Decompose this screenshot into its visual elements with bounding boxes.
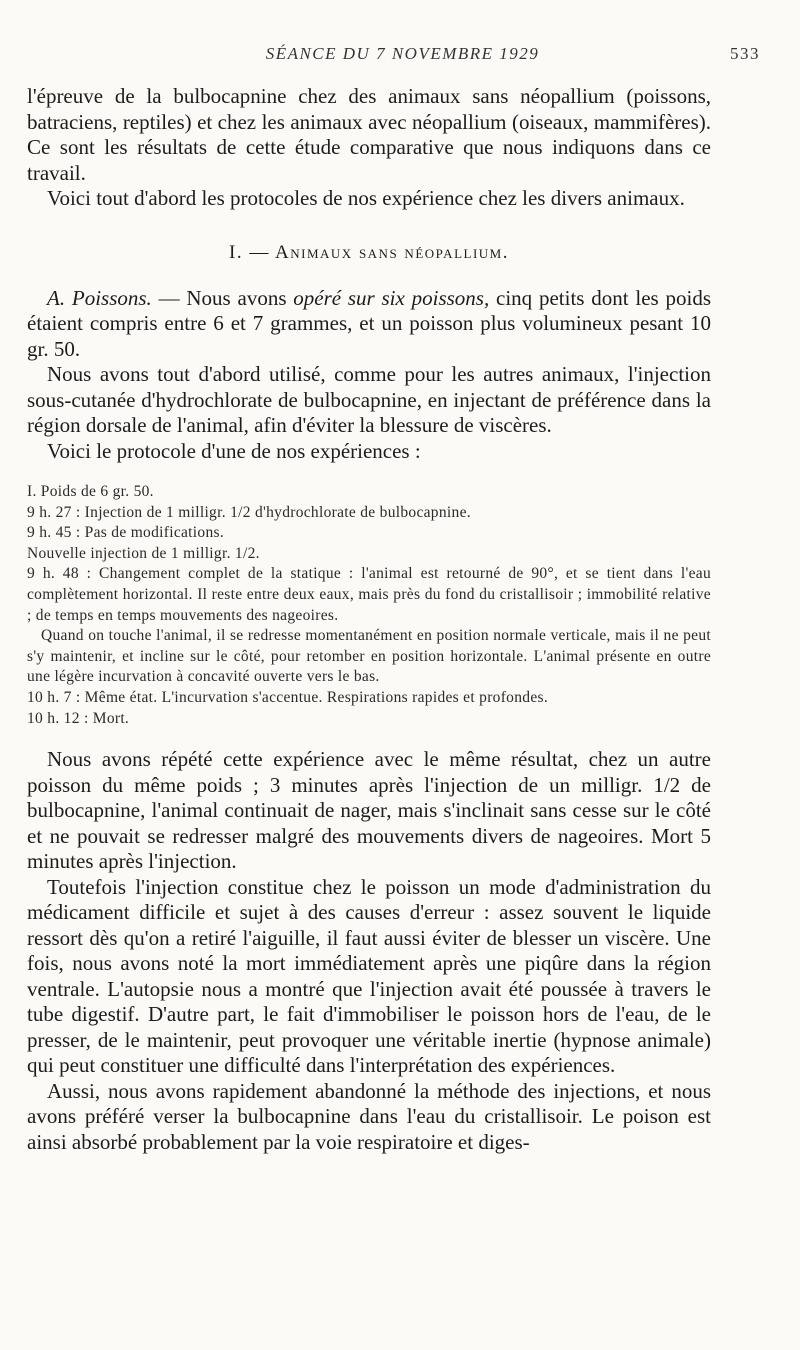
page-number: 533 xyxy=(730,44,760,63)
protocol-line: Nouvelle injection de 1 milligr. 1/2. xyxy=(27,544,260,562)
after-paragraph-3: Aussi, nous avons rapidement abandonné la méthode des injections, et nous avons préféré verser la bulbocapnine dans l'eau du cristallisoir. Le poison est ainsi absorbé probablement par la voie respiratoire et diges- xyxy=(27,1078,711,1154)
poissons-paragraph-3: Voici le protocole d'une de nos expériences : xyxy=(47,438,421,463)
page-body xyxy=(27,84,711,1155)
protocol-line: I. Poids de 6 gr. 50. xyxy=(27,483,154,500)
section-title: I. — Animaux sans néopallium. xyxy=(229,241,509,263)
poissons-rest: cinq petits dont les poids étaient compris entre 6 et 7 grammes, et un poisson plus volumineux pesant 10 gr. 50. xyxy=(27,285,711,361)
poissons-paragraph-1 xyxy=(27,286,711,363)
running-title: SÉANCE DU 7 NOVEMBRE 1929 xyxy=(265,44,540,63)
poissons-label: A. Poissons. xyxy=(47,285,152,310)
intro-paragraph-1: l'épreuve de la bulbocapnine chez des animaux sans néopallium (poissons, batraciens, reptiles) et chez les animaux avec néopallium (oiseaux, mammifères). Ce sont les résultats de cette étude comparative que nous indiquons dans ce travail. xyxy=(27,84,711,185)
running-header xyxy=(45,44,760,70)
protocol-line: Quand on touche l'animal, il se redresse momentanément en position normale verticale, mais il ne peut s'y maintenir, et incline sur le côté, pour retomber en position horizontale. L'animal présente en outre une légère incurvation à concavité ouverte vers le bas. xyxy=(27,627,711,686)
protocol-line: 9 h. 48 : Changement complet de la statique : l'animal est retourné de 90°, et se tient dans l'eau complètement horizontal. Il reste entre deux eaux, mais près du fond du cristallisoir ; immobilité relative ; de temps en temps mouvements des nageoires. xyxy=(27,565,711,624)
protocol-line: 9 h. 45 : Pas de modifications. xyxy=(27,524,225,542)
poissons-dash: — Nous avons xyxy=(151,285,294,310)
poissons-paragraph-2: Nous avons tout d'abord utilisé, comme pour les autres animaux, l'injection sous-cutanée d'hydrochlorate de bulbocapnine, en injectant de préférence dans la région dorsale de l'animal, afin d'éviter la blessure de viscères. xyxy=(27,362,711,437)
protocol-line: 9 h. 27 : Injection de 1 milligr. 1/2 d'hydrochlorate de bulbocapnine. xyxy=(27,503,471,521)
intro-paragraph-2: Voici tout d'abord les protocoles de nos expérience chez les divers animaux. xyxy=(47,186,685,210)
after-paragraph-1: Nous avons répété cette expérience avec le même résultat, chez un autre poisson du même poids ; 3 minutes après l'injection de un milligr. 1/2 de bulbocapnine, l'animal continuait de nager, mais s'inclinait sans cesse sur le côté et ne pouvait se redresser malgré des mouvements divers de nageoires. Mort 5 minutes après l'injection. xyxy=(27,747,711,874)
protocol-block xyxy=(27,482,711,729)
protocol-line: 10 h. 7 : Même état. L'incurvation s'accentue. Respirations rapides et profondes. xyxy=(27,688,549,706)
after-paragraph-2: Toutefois l'injection constitue chez le poisson un mode d'administration du médicament difficile et sujet à des causes d'erreur : assez souvent le liquide ressort dès qu'on a retiré l'aiguille, il faut aussi éviter de blesser un viscère. Une fois, nous avons noté la mort immédiatement après une piqûre dans la région ventrale. L'autopsie nous a montré que l'injection avait été poussée à travers le tube digestif. D'autre part, le fait d'immobiliser le poisson hors de l'eau, de le presser, de le maintenir, peut provoquer une véritable inertie (hypnose animale) qui peut constituer une difficulté dans l'interprétation des expériences. xyxy=(27,874,711,1078)
poissons-emphasis: opéré sur six poissons, xyxy=(293,285,490,310)
protocol-line: 10 h. 12 : Mort. xyxy=(27,709,130,727)
